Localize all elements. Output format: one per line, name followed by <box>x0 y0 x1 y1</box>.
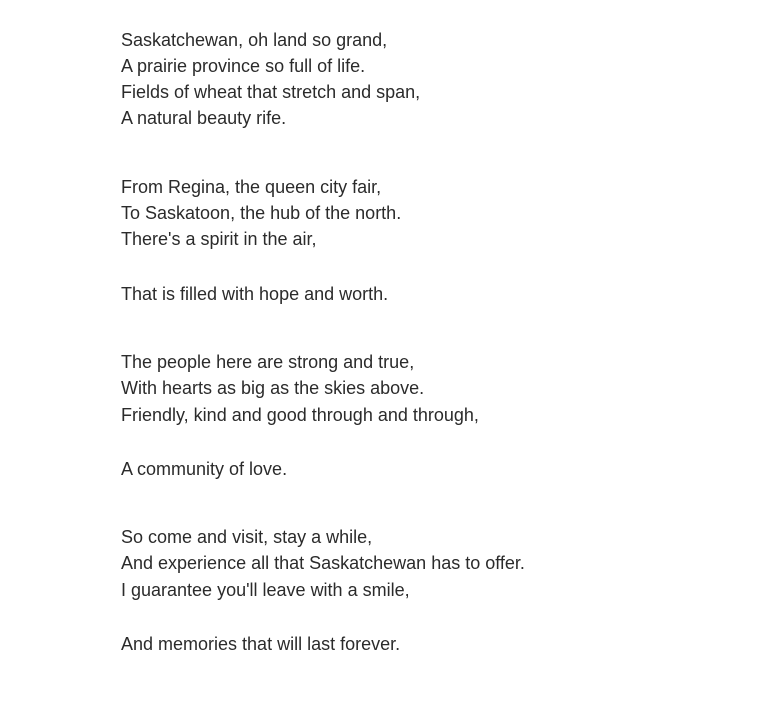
poem-line: Friendly, kind and good through and through, <box>121 405 479 425</box>
poem-line: There's a spirit in the air, <box>121 229 317 249</box>
poem-line: Fields of wheat that stretch and span, <box>121 82 421 102</box>
poem-line: So come and visit, stay a while, <box>121 527 373 547</box>
poem-line: With hearts as big as the skies above. <box>121 378 425 398</box>
poem-line: From Regina, the queen city fair, <box>121 177 382 197</box>
poem-line: And memories that will last forever. <box>121 634 401 654</box>
poem-line: Saskatchewan, oh land so grand, <box>121 30 388 50</box>
poem-line: A natural beauty rife. <box>121 108 287 128</box>
poem-line: That is filled with hope and worth. <box>121 284 389 304</box>
poem-line: I guarantee you'll leave with a smile, <box>121 580 410 600</box>
poem-line: And experience all that Saskatchewan has to offer. <box>121 553 525 573</box>
poem-line: A prairie province so full of life. <box>121 56 366 76</box>
poem-line: The people here are strong and true, <box>121 352 415 372</box>
poem-line: A community of love. <box>121 459 288 479</box>
poem-line: To Saskatoon, the hub of the north. <box>121 203 402 223</box>
